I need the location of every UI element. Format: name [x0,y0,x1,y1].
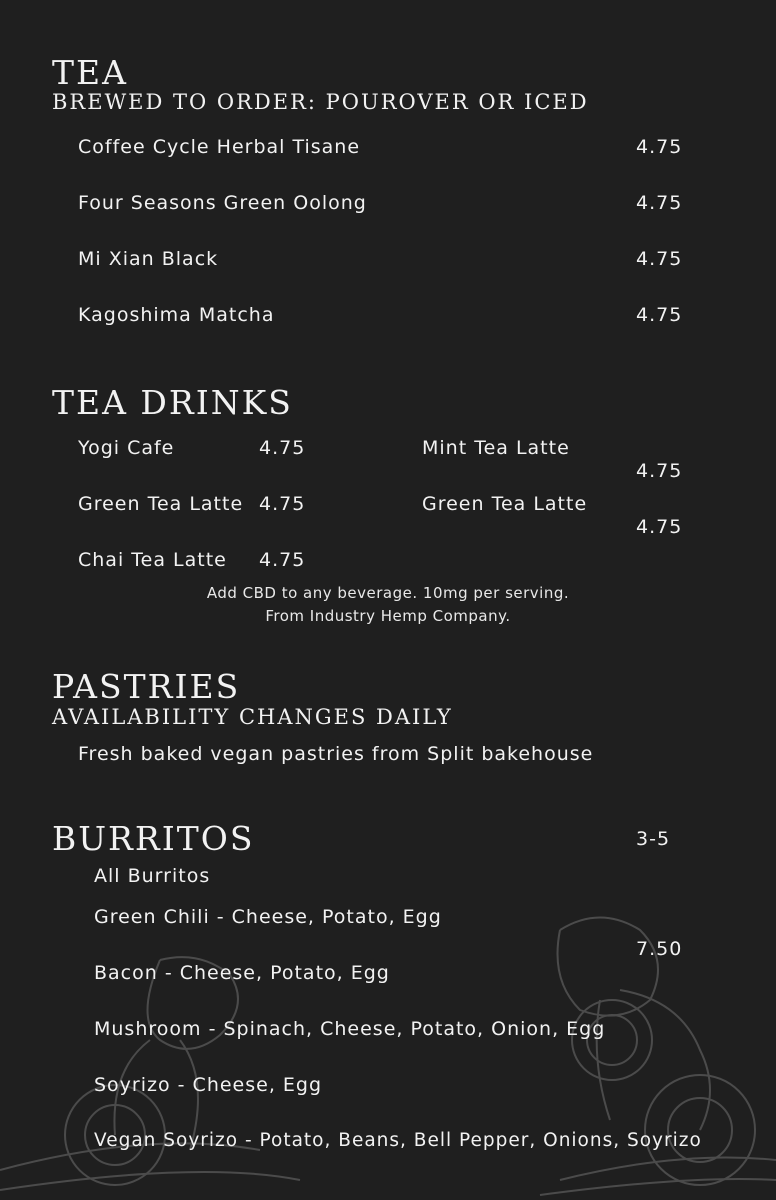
pastries-description: Fresh baked vegan pastries from Split bakehouse [78,743,594,765]
tea-subtitle: BREWED TO ORDER: POUROVER OR ICED [52,90,589,114]
pastries-subtitle: AVAILABILITY CHANGES DAILY [52,705,453,729]
tea-drink-price: 4.75 [636,516,683,538]
burritos-price: 7.50 [636,938,683,960]
burrito-item: Bacon - Cheese, Potato, Egg [94,962,390,984]
tea-item-price: 4.75 [636,304,683,326]
tea-item-price: 4.75 [636,248,683,270]
tea-item-name: Four Seasons Green Oolong [78,192,367,214]
tea-drink-name: Mint Tea Latte [422,437,570,459]
burrito-item: Green Chili - Cheese, Potato, Egg [94,906,442,928]
tea-drink-name: Green Tea Latte [422,493,588,515]
burritos-title: BURRITOS [52,819,255,858]
cbd-note-line-2: From Industry Hemp Company. [265,607,511,625]
tea-title: TEA [52,53,128,92]
burrito-item: Mushroom - Spinach, Cheese, Potato, Onion, Egg [94,1018,606,1040]
pastries-title: PASTRIES [52,667,241,706]
tea-drink-price: 4.75 [259,493,306,515]
tea-drink-name: Green Tea Latte [78,493,244,515]
tea-item-name: Mi Xian Black [78,248,219,270]
burrito-item: Vegan Soyrizo - Potato, Beans, Bell Pepper, Onions, Soyrizo [94,1130,702,1151]
burrito-item: Soyrizo - Cheese, Egg [94,1074,323,1096]
tea-drink-price: 4.75 [259,549,306,571]
tea-drink-price: 4.75 [636,460,683,482]
tea-drink-price: 4.75 [259,437,306,459]
tea-drink-name: Yogi Cafe [78,437,175,459]
tea-drinks-title: TEA DRINKS [52,383,293,422]
tea-item-price: 4.75 [636,192,683,214]
cbd-note-line-1: Add CBD to any beverage. 10mg per serving. [206,584,570,602]
all-burritos-label: All Burritos [94,865,211,887]
tea-item-name: Coffee Cycle Herbal Tisane [78,136,361,158]
tea-drink-name: Chai Tea Latte [78,549,227,571]
burritos-range-price: 3-5 [636,828,671,850]
tea-item-price: 4.75 [636,136,683,158]
tea-item-name: Kagoshima Matcha [78,304,275,326]
